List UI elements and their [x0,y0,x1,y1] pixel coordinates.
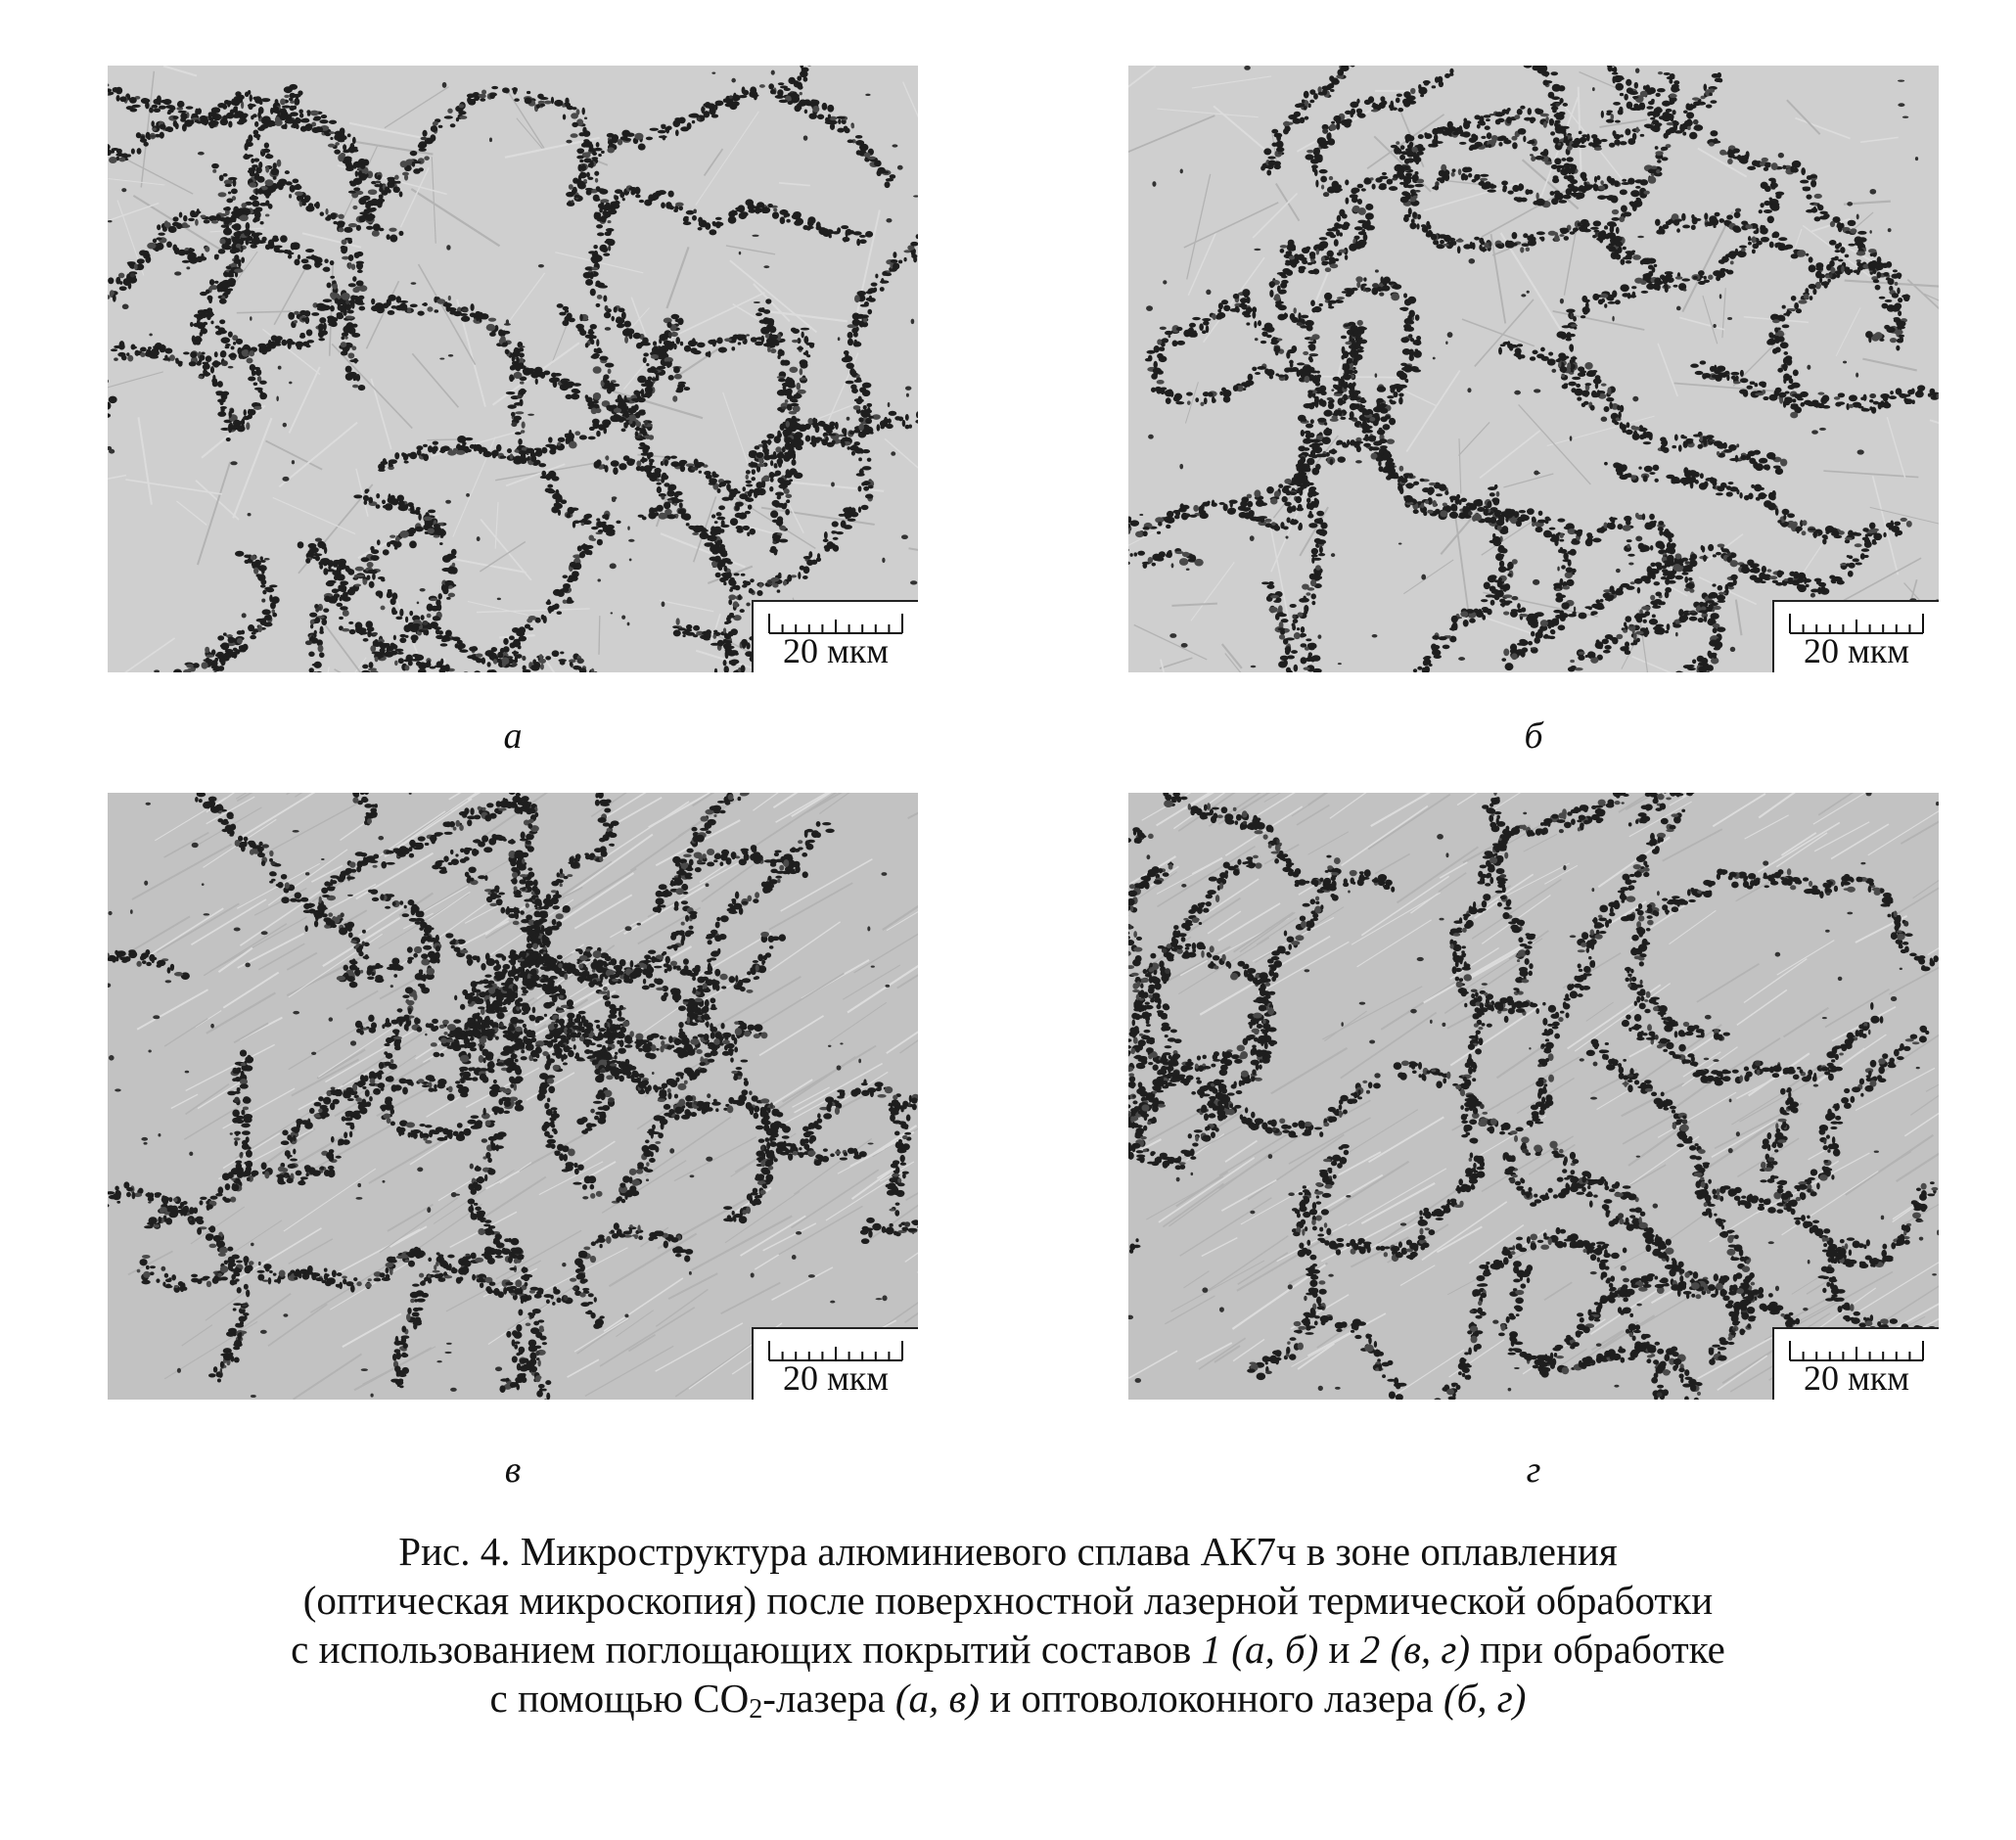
caption-line-2: (оптическая микроскопия) после поверхностной лазерной термической обработки [302,1578,1714,1623]
figure-caption [59,1527,1957,1723]
panel-letter-b: б [1524,715,1543,757]
caption-ref-bg: (б, г) [1443,1676,1527,1721]
micrograph-image-a [108,66,918,672]
caption-text: и оптоволоконного лазера [979,1676,1444,1721]
caption-text: с использованием поглощающих покрытий составов [291,1627,1202,1672]
panel-letter-a: а [503,715,523,757]
caption-line-4 [59,1674,1957,1723]
scale-bar-b [1772,600,1939,672]
panel-letter-v: в [504,1449,522,1491]
caption-text: с помощью СО [489,1676,750,1721]
panel-letter-g: г [1526,1449,1541,1491]
caption-ref-1: 1 (а, б) [1201,1627,1319,1672]
caption-ref-2: 2 (в, г) [1359,1627,1471,1672]
micrograph-image-b [1128,66,1939,672]
micrograph-panel-a [108,66,918,672]
caption-subscript: 2 [749,1694,763,1725]
caption-text: и [1318,1627,1360,1672]
scale-bar-label-g: 20 мкм [1803,1358,1910,1398]
scale-bar-label-a: 20 мкм [782,631,890,670]
micrograph-panel-g [1128,793,1939,1400]
caption-line-3 [59,1625,1957,1674]
micrograph-image-g [1128,793,1939,1400]
micrograph-image-v [108,793,918,1400]
caption-ref-av: (а, в) [894,1676,980,1721]
scale-bar-g [1772,1327,1939,1400]
micrograph-panel-v [108,793,918,1400]
scale-bar-label-v: 20 мкм [782,1358,890,1398]
micrograph-panel-b [1128,66,1939,672]
scale-bar-v [752,1327,918,1400]
scale-bar-label-b: 20 мкм [1803,631,1910,670]
caption-line-1: Рис. 4. Микроструктура алюминиевого сплава АК7ч в зоне оплавления [398,1529,1618,1574]
caption-text: при обработке [1470,1627,1725,1672]
scale-bar-a [752,600,918,672]
caption-text: -лазера [762,1676,895,1721]
